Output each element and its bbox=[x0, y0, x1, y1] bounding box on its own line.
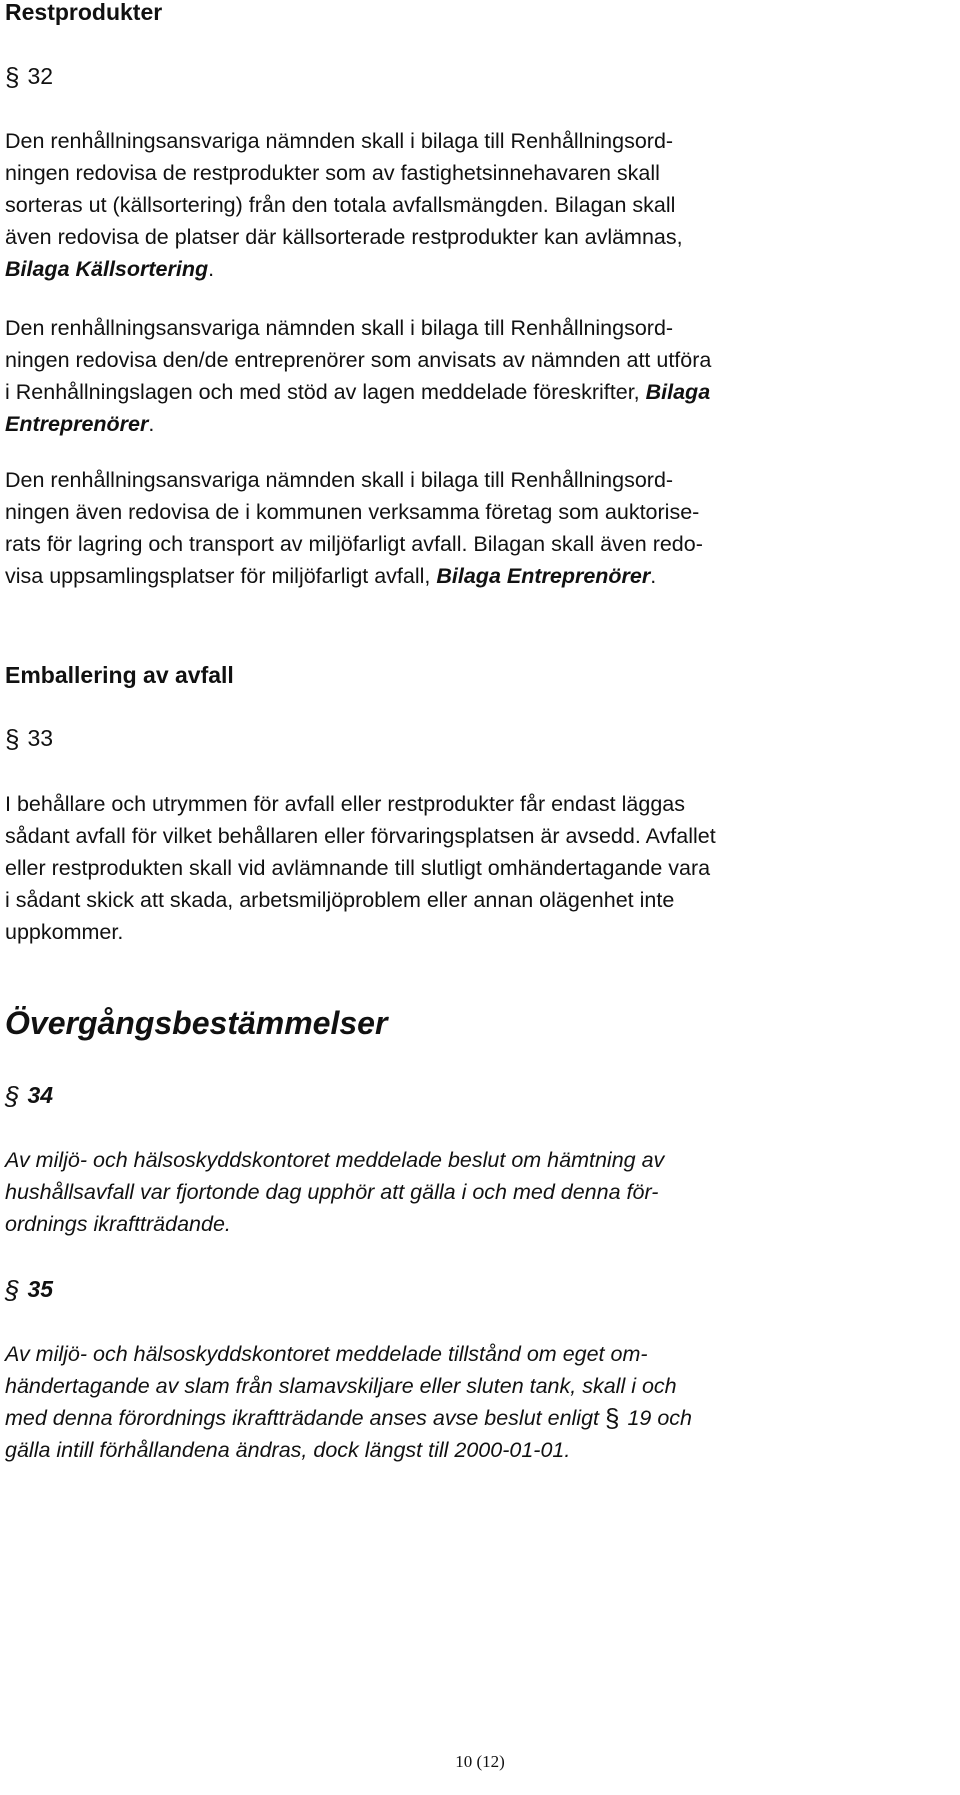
emphasis-bilaga: Bilaga bbox=[645, 380, 711, 404]
paragraph-number-34: § 34 bbox=[5, 1081, 54, 1111]
emphasis-entreprenorer: Entreprenörer bbox=[5, 412, 149, 436]
section-sign: § bbox=[5, 1275, 20, 1305]
page-number: 10 (12) bbox=[455, 1752, 505, 1771]
paragraph-32-text-3: Den renhållningsansvariga nämnden skall i bilaga till Renhållningsord- ningen även redovisa de i kommunen verksamma företag som auktorise- rats för lagring och transport av miljöfarligt avfall. Bilagan skall även redo- visa uppsamlingsplatser för miljöfarligt avfall, Bilaga Entreprenörer. bbox=[5, 468, 703, 588]
paragraph-35-text: Av miljö- och hälsoskyddskontoret meddelade tillstånd om eget om- händertagande av slam från slamavskiljare eller sluten tank, skall i och med denna förordnings ikraftträdande anses avse beslut enligt § 19 och gälla intill förhållandena ändras, dock längst till 2000-01-01. bbox=[5, 1342, 693, 1462]
heading-emballering: Emballering av avfall bbox=[5, 662, 234, 688]
section-sign: § bbox=[5, 724, 20, 754]
paragraph-number-33: § 33 bbox=[5, 724, 54, 754]
paragraph-number-32: § 32 bbox=[5, 62, 54, 92]
paragraph-34-text: Av miljö- och hälsoskyddskontoret meddelade beslut om hämtning av hushållsavfall var fjortonde dag upphör att gälla i och med denna för- ordnings ikraftträdande. bbox=[5, 1148, 665, 1236]
emphasis-bilaga-kallsortering: Bilaga Källsortering bbox=[5, 257, 209, 281]
section-sign: § bbox=[5, 1081, 20, 1111]
heading-restprodukter: Restprodukter bbox=[5, 0, 163, 25]
paragraph-32-text-1: Den renhållningsansvariga nämnden skall i bilaga till Renhållningsord- ningen redovisa de restprodukter som av fastighetsinnehavaren skall sorteras ut (källsortering) från den totala avfallsmängden. Bilagan skall även redovisa de platser där källsorterade restprodukter kan avlämnas, Bilaga Källsortering. bbox=[5, 129, 683, 281]
heading-overgangsbestammelser: Övergångsbestämmelser bbox=[5, 1005, 388, 1041]
paragraph-32-text-2: Den renhållningsansvariga nämnden skall i bilaga till Renhållningsord- ningen redovisa den/de entreprenörer som anvisats av nämnden att utföra i Renhållningslagen och med stöd av lagen meddelade föreskrifter, Bilaga Entreprenörer. bbox=[5, 316, 712, 436]
paragraph-number-35: § 35 bbox=[5, 1275, 54, 1305]
emphasis-bilaga-entreprenorer: Bilaga Entreprenörer bbox=[436, 564, 651, 588]
section-sign: § bbox=[5, 62, 20, 92]
section-sign: § bbox=[604, 1403, 620, 1433]
paragraph-33-text: I behållare och utrymmen för avfall eller restprodukter får endast läggas sådant avfall för vilket behållaren eller förvaringsplatsen är avsedd. Avfallet eller restprodukten skall vid avlämnande till slutligt omhändertagande vara i sådant skick att skada, arbetsmiljöproblem eller annan olägenhet inte uppkommer. bbox=[5, 792, 716, 944]
